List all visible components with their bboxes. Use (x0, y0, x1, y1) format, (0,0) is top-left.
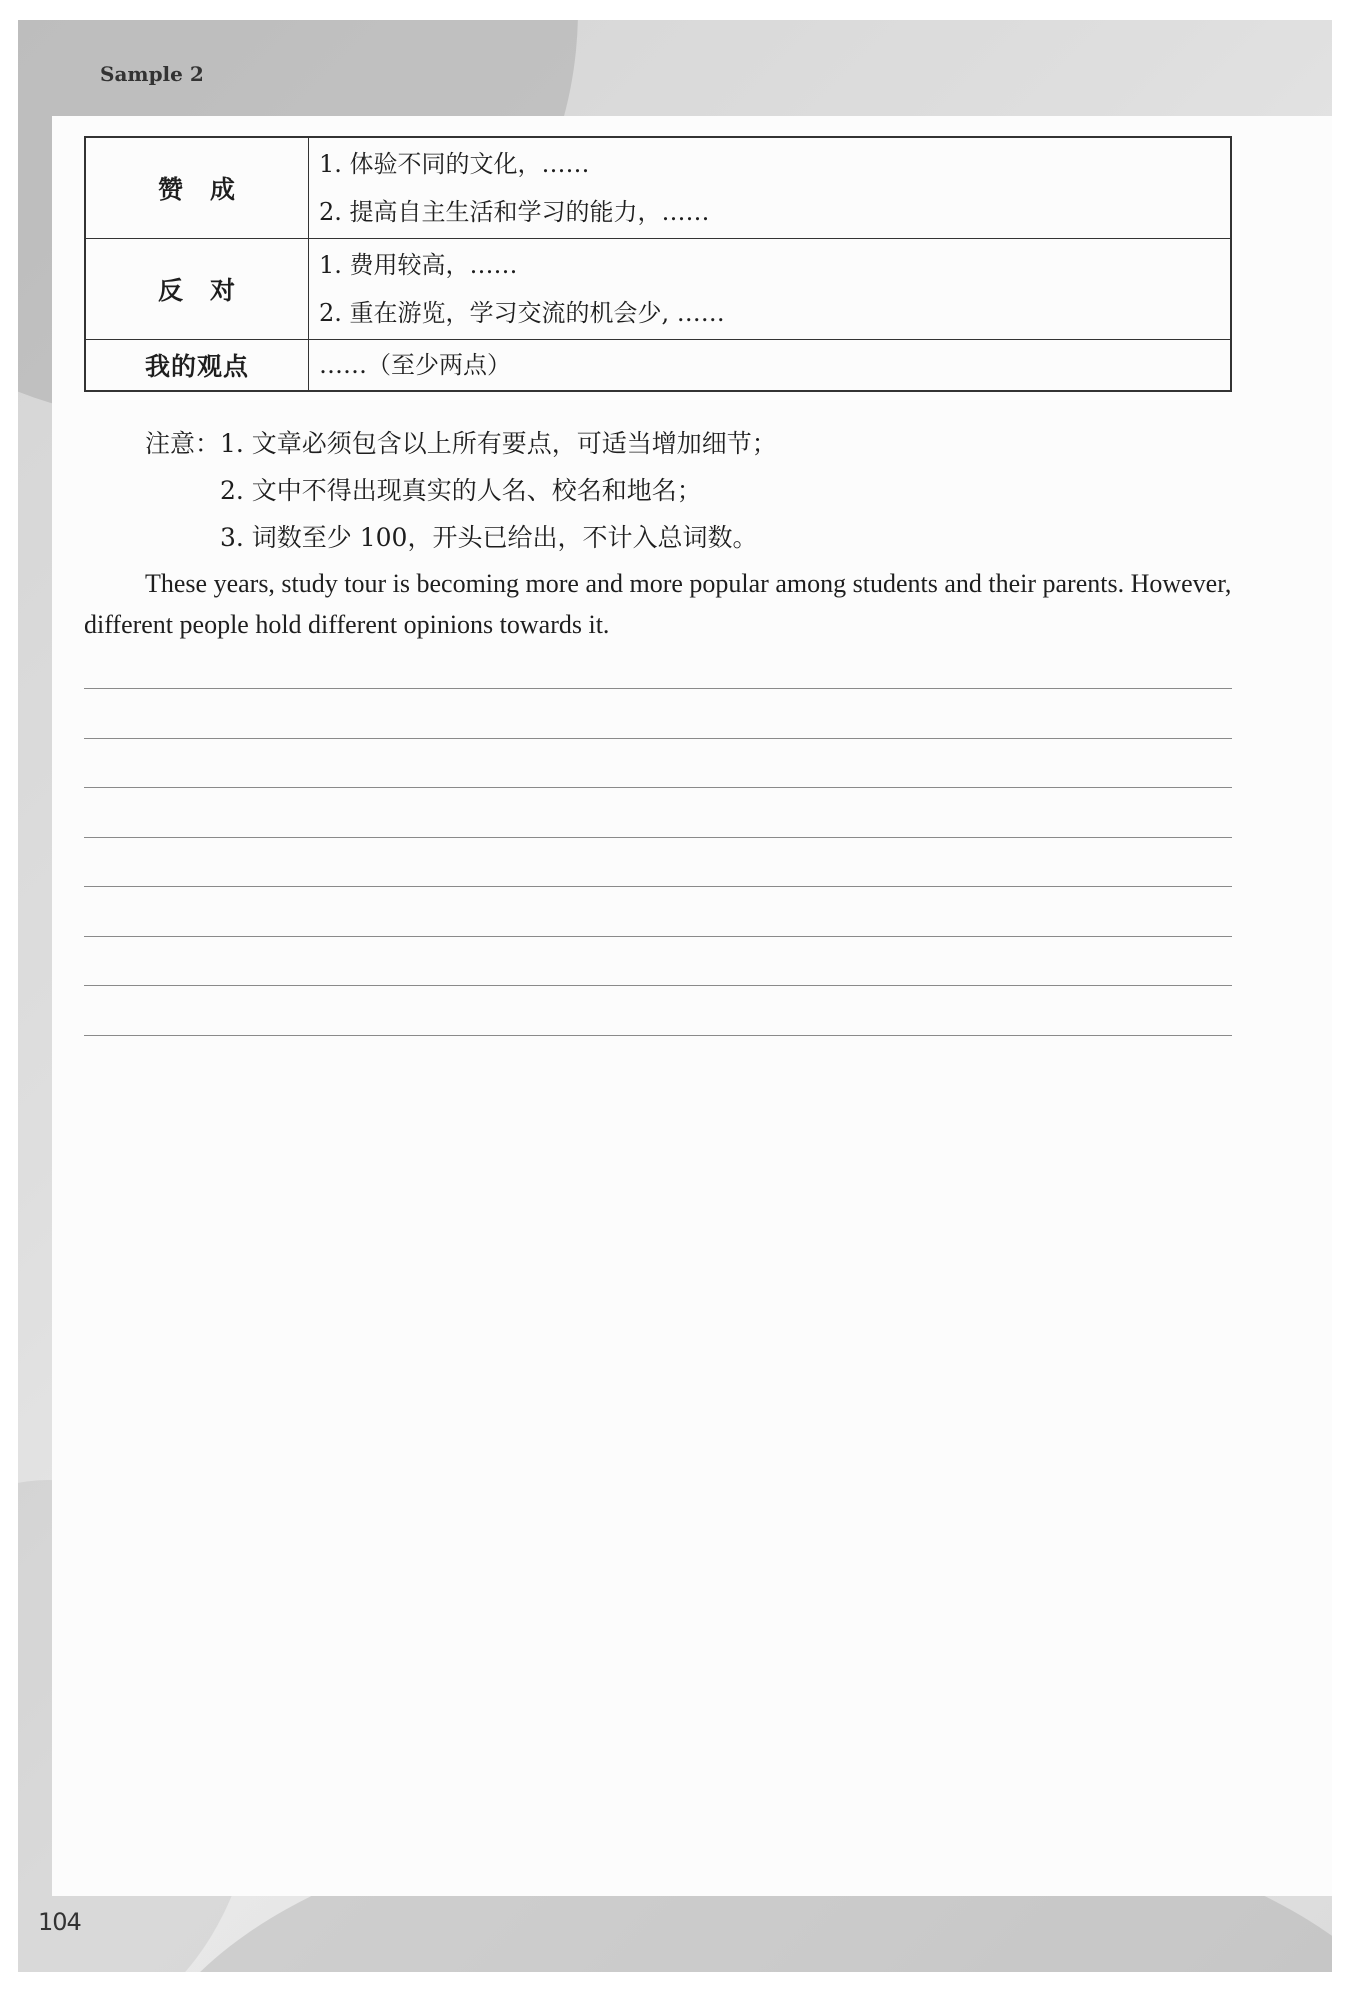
point-item: ……（至少两点） (319, 351, 511, 379)
instruction-line: 2. 文中不得出现真实的人名、校名和地名； (220, 476, 702, 505)
writing-line[interactable] (84, 787, 1232, 788)
instruction-line: 3. 词数至少 100，开头已给出，不计入总词数。 (220, 523, 758, 552)
writing-line[interactable] (84, 886, 1232, 887)
table-row-my-view (85, 340, 1231, 392)
row-points-against (309, 239, 1232, 340)
writing-line[interactable] (84, 1035, 1232, 1036)
opinions-table (84, 136, 1232, 392)
essay-opening: These years, study tour is becoming more and more popular among students and their parents. However, different people hold different opinions towards it. (84, 569, 1232, 639)
point-item: 1. 体验不同的文化，…… (319, 150, 590, 178)
instruction-line: 注意：1. 文章必须包含以上所有要点，可适当增加细节； (145, 429, 777, 458)
row-label-against: 反 对 (85, 239, 309, 340)
writing-line[interactable] (84, 837, 1232, 838)
writing-line[interactable] (84, 688, 1232, 689)
writing-line[interactable] (84, 738, 1232, 739)
row-label-my-view: 我的观点 (85, 340, 309, 392)
point-item: 2. 提高自主生活和学习的能力，…… (319, 198, 710, 226)
table-row-for (85, 137, 1231, 239)
writing-line[interactable] (84, 985, 1232, 986)
row-label-for: 赞 成 (85, 137, 309, 239)
instructions (145, 420, 777, 561)
writing-area[interactable] (84, 688, 1232, 1084)
row-points-my-view (309, 340, 1232, 392)
point-item: 2. 重在游览，学习交流的机会少, …… (319, 299, 725, 327)
point-item: 1. 费用较高，…… (319, 251, 518, 279)
table-row-against (85, 239, 1231, 340)
writing-line[interactable] (84, 936, 1232, 937)
row-points-for (309, 137, 1232, 239)
page-number: 104 (38, 1908, 81, 1936)
section-label: Sample 2 (100, 62, 204, 86)
